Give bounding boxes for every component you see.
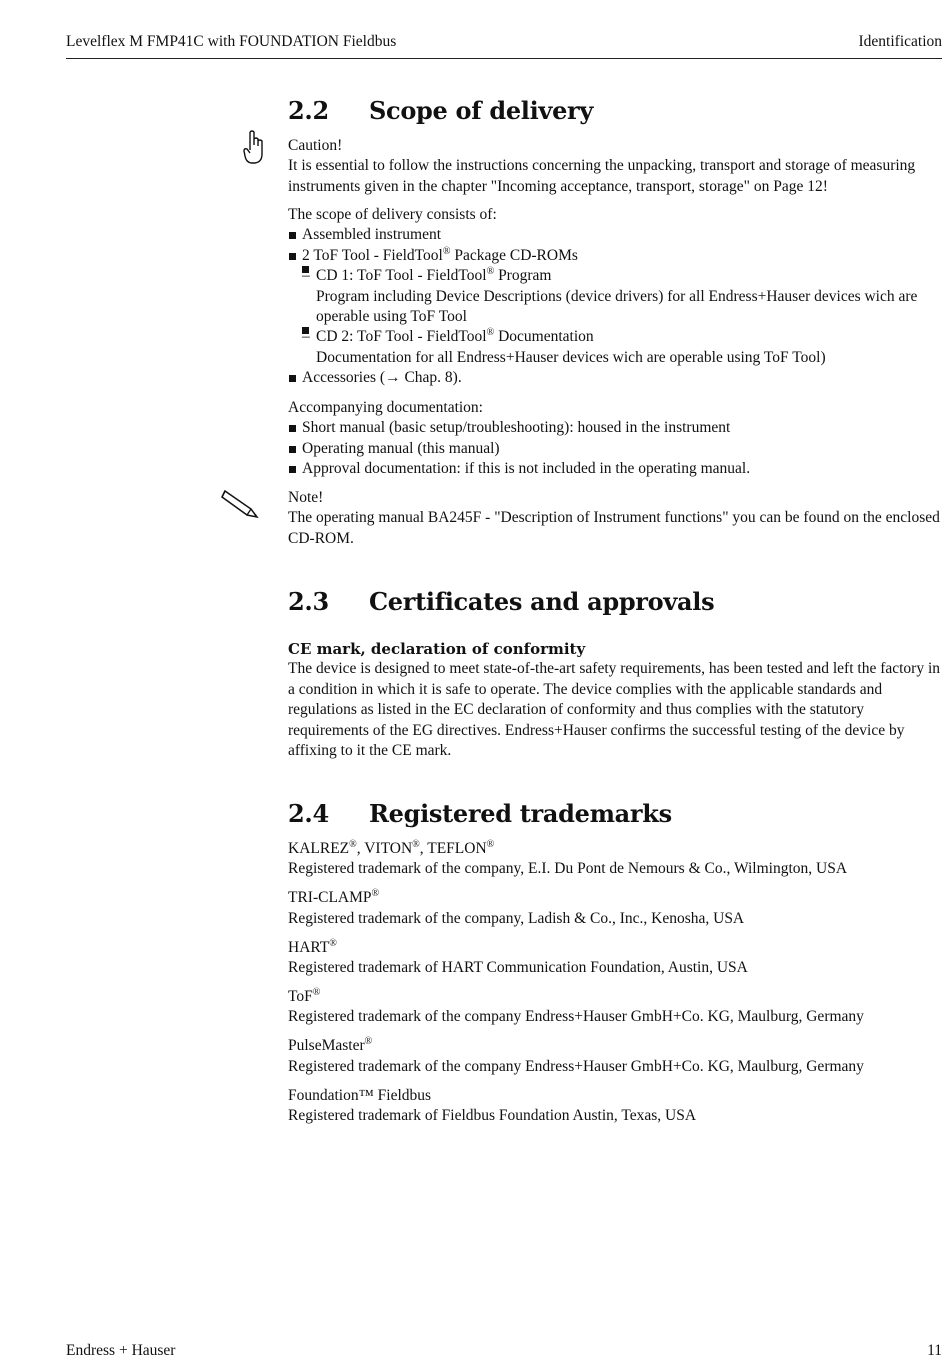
registered-mark: ® xyxy=(329,937,337,949)
list-item xyxy=(288,246,942,368)
trademark-text: TRI-CLAMP xyxy=(288,889,372,907)
note-text: The operating manual BA245F - "Description of Instrument functions" you can be found on the enclosed CD-ROM. xyxy=(288,509,940,547)
trademark-description: Registered trademark of Fieldbus Foundation Austin, Texas, USA xyxy=(288,1106,697,1124)
sublist-item-text: Documentation xyxy=(494,328,594,346)
list-item-text: 2 ToF Tool - FieldTool xyxy=(302,246,443,264)
trademark-name: Foundation™ Fieldbus xyxy=(288,1086,432,1104)
trademark-entry xyxy=(288,888,942,929)
trademark-entry xyxy=(288,1036,942,1077)
sublist-item-cd1 xyxy=(302,266,942,327)
trademark-entry xyxy=(288,1086,942,1127)
trademark-text: , VITON xyxy=(356,840,413,857)
registered-mark: ® xyxy=(486,266,495,278)
section-title: Certificates and approvals xyxy=(369,587,715,616)
list-item-text: Assembled instrument xyxy=(302,226,442,244)
caution-label: Caution! xyxy=(288,137,343,154)
ce-mark-text: The device is designed to meet state-of-the-art safety requirements, has been tested and left the factory in a condition in which it is safe to operate. The device complies with the applicable standards and regulations as listed in the EC declaration of conformity and thus complies with the statutory requirements of the EG directives. Endress+Hauser confirms the successful testing of the device by affixing to it the CE mark. xyxy=(288,660,941,760)
page-number: 11 xyxy=(927,1342,942,1359)
trademark-description: Registered trademark of the company Endress+Hauser GmbH+Co. KG, Maulburg, Germany xyxy=(288,1057,864,1075)
note-label: Note! xyxy=(288,489,324,506)
registered-mark: ® xyxy=(371,888,380,900)
trademark-text: PulseMaster xyxy=(288,1037,365,1055)
trademark-entry xyxy=(288,938,942,979)
section-number: 2.2 xyxy=(288,96,329,125)
registered-mark: ® xyxy=(312,986,321,998)
list-item xyxy=(288,225,942,245)
trademark-description: Registered trademark of the company Endress+Hauser GmbH+Co. KG, Maulburg, Germany xyxy=(288,1008,864,1026)
caution-block xyxy=(288,136,942,197)
trademark-text: HART xyxy=(288,938,330,956)
sublist-item-cd2 xyxy=(302,327,942,368)
trademarks-block xyxy=(288,839,942,1135)
page-header xyxy=(66,30,942,59)
scope-block xyxy=(288,205,942,389)
list-item-text: Accessories (→ Chap. 8). xyxy=(302,369,462,387)
list-item xyxy=(288,418,942,438)
sublist-item-description: Documentation for all Endress+Hauser devices wich are operable using ToF Tool) xyxy=(316,348,826,366)
list-item-text: Package CD-ROMs xyxy=(450,246,578,264)
trademark-name xyxy=(288,888,942,908)
section-number: 2.3 xyxy=(288,587,329,616)
trademark-text: KALREZ xyxy=(288,840,350,857)
documentation-block xyxy=(288,398,942,480)
cd-sublist xyxy=(288,266,942,368)
sublist-item-text: CD 2: ToF Tool - FieldTool xyxy=(316,328,487,346)
list-item xyxy=(288,368,942,388)
documentation-list xyxy=(288,418,942,479)
sublist-item-description: Program including Device Descriptions (device drivers) for all Endress+Hauser devices wich are operable using ToF Tool xyxy=(316,287,918,326)
list-item xyxy=(288,439,942,459)
trademark-name xyxy=(288,1036,942,1056)
registered-mark: ® xyxy=(364,1036,373,1048)
trademark-entry xyxy=(288,987,942,1028)
trademark-entry xyxy=(288,839,942,880)
header-chapter: Identification xyxy=(858,33,942,50)
trademark-description: Registered trademark of HART Communication Foundation, Austin, USA xyxy=(288,959,748,977)
list-item-text: Short manual (basic setup/troubleshooting): housed in the instrument xyxy=(302,419,731,437)
trademark-name xyxy=(288,938,942,958)
footer-company: Endress + Hauser xyxy=(66,1342,176,1359)
subsection-title: CE mark, declaration of conformity xyxy=(288,640,586,658)
registered-mark: ® xyxy=(486,838,495,850)
header-document-title: Levelflex M FMP41C with FOUNDATION Fieldbus xyxy=(66,33,397,50)
documentation-intro: Accompanying documentation: xyxy=(288,399,483,416)
caution-text: It is essential to follow the instructions concerning the unpacking, transport and storage of measuring instruments given in the chapter "Incoming acceptance, transport, storage" on Page 12! xyxy=(288,157,916,195)
section-title: Registered trademarks xyxy=(369,799,672,828)
registered-mark: ® xyxy=(412,838,420,850)
list-item-text: Approval documentation: if this is not included in the operating manual. xyxy=(302,460,751,478)
section-number: 2.4 xyxy=(288,799,329,828)
registered-mark: ® xyxy=(442,245,451,257)
scope-intro: The scope of delivery consists of: xyxy=(288,206,497,223)
trademark-description: Registered trademark of the company, E.I. Du Pont de Nemours & Co., Wilmington, USA xyxy=(288,860,848,878)
scope-list xyxy=(288,225,942,388)
ce-mark-block xyxy=(288,639,942,761)
trademark-name xyxy=(288,839,942,859)
pointing-hand-icon xyxy=(242,130,266,171)
list-item xyxy=(288,459,942,479)
trademark-name xyxy=(288,987,942,1007)
registered-mark: ® xyxy=(486,327,495,339)
trademark-description: Registered trademark of the company, Ladish & Co., Inc., Kenosha, USA xyxy=(288,909,745,927)
pencil-icon xyxy=(221,487,259,524)
sublist-item-text: Program xyxy=(494,267,552,285)
sublist-item-text: CD 1: ToF Tool - FieldTool xyxy=(316,267,487,285)
note-block xyxy=(288,488,942,549)
trademark-text: ToF xyxy=(288,987,313,1005)
list-item-text: Operating manual (this manual) xyxy=(302,439,500,457)
trademark-text: , TEFLON xyxy=(419,840,487,857)
section-title: Scope of delivery xyxy=(369,96,594,125)
registered-mark: ® xyxy=(349,838,357,850)
